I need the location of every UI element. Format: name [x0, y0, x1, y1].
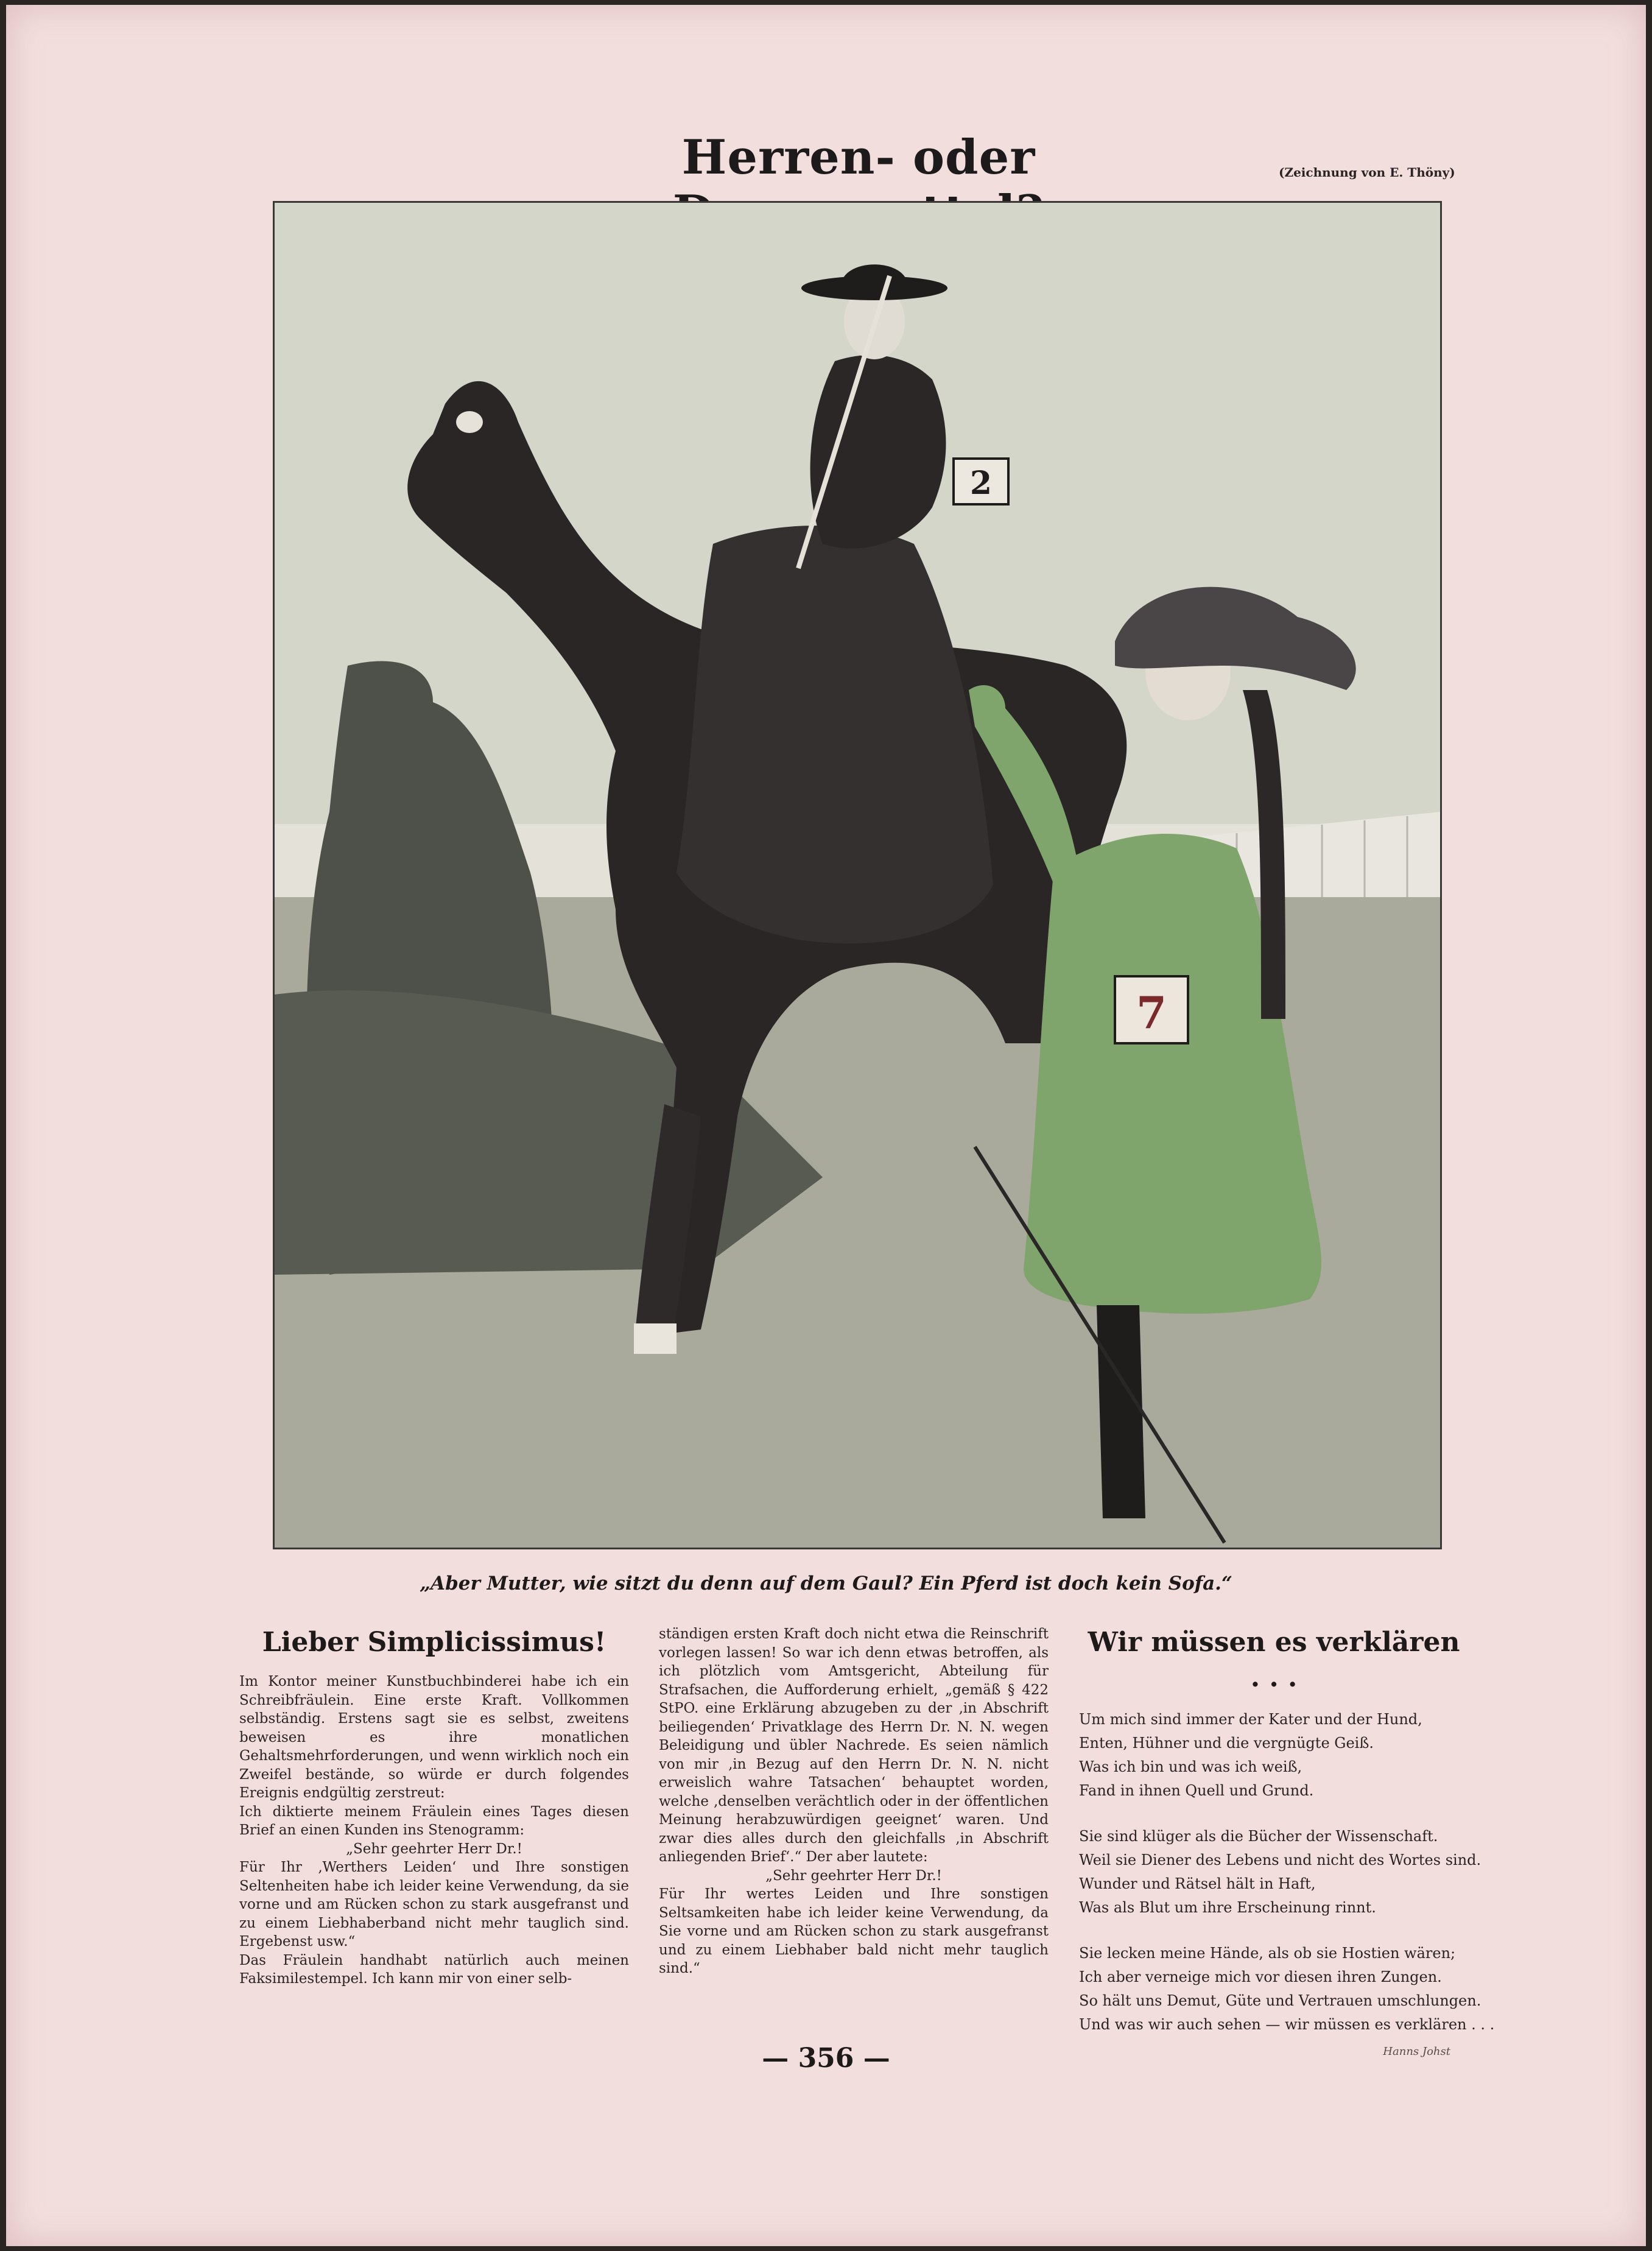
letter-salutation: „Sehr geehrter Herr Dr.! — [346, 1841, 522, 1857]
poem-column — [1079, 1625, 1495, 2062]
poem-line: Enten, Hühner und die vergnügte Geiß. — [1079, 1735, 1374, 1752]
horse-blaze — [456, 411, 483, 433]
article-paragraph: Im Kontor meiner Kunstbuchbinderei habe ich ein Schreibfräulein. Eine erste Kraft. Vollkommen selbständig. Erstens sagt sie es selbst, zweitens beweisen es ihre monatlichen Gehaltsmehrforderungen, und wenn wirklich noch ein Zweifel bestände, so würde er durch folgendes Ereignis endgültig zerstreut: — [239, 1674, 629, 1801]
poem-line: Wunder und Rätsel hält in Haft, — [1079, 1875, 1316, 1892]
page-number: — 356 — — [762, 2043, 890, 2074]
article-paragraph: Für Ihr wertes Leiden und Ihre sonstigen Seltsamkeiten habe ich leider keine Verwendung, da Sie vorne und am Rücken schon zu stark ausgefranst und zu einem Liebhaber bald nicht mehr tauglich sind.“ — [659, 1886, 1049, 1976]
girl-armband-number: 7 — [1136, 987, 1167, 1038]
rider-armband-number: 2 — [969, 465, 993, 502]
poem-line: Sie sind klüger als die Bücher der Wissenschaft. — [1079, 1828, 1438, 1845]
poem-heading: Wir müssen es verklären . . . — [1088, 1627, 1460, 1693]
illustration-credit: (Zeichnung von E. Thöny) — [1279, 165, 1455, 180]
illustration-caption: „Aber Mutter, wie sitzt du denn auf dem Gaul? Ein Pferd ist doch kein Sofa.“ — [420, 1573, 1232, 1594]
poem-line: Ich aber verneige mich vor diesen ihren Zungen. — [1079, 1968, 1442, 1985]
article-heading: Lieber Simplicissimus! — [262, 1627, 606, 1658]
poem-line: Sie lecken meine Hände, als ob sie Hostien wären; — [1079, 1945, 1456, 1962]
poem-line: Was ich bin und was ich weiß, — [1079, 1758, 1302, 1775]
article-paragraph: ständigen ersten Kraft doch nicht etwa die Reinschrift vorlegen lassen! So war ich denn etwas betroffen, als ich plötzlich vom Amtsgericht, Abteilung für Strafsachen, die Aufforderung erhielt, „gemäß § 422 StPO. eine Erklärung abzugeben zu der ‚in Abschrift beiliegenden‘ Privatklage des Herrn Dr. N. N. wegen Beleidigung und übler Nachrede. Es seien nämlich von mir ‚in Bezug auf den Herrn Dr. N. N. nicht erweislich wahre Tatsachen‘ behauptet worden, welche ‚denselben verächtlich oder in der öffentlichen Meinung herabzuwürdigen geeignet‘ waren. Und zwar dies alles durch den gleichfalls ‚in Abschrift anliegenden Brief‘.“ Der aber lautete: — [659, 1626, 1049, 1865]
page-title: Herren- oder — [681, 130, 1036, 185]
illustration — [273, 201, 1442, 1549]
article-paragraph: Ich diktierte meinem Fräulein eines Tages diesen Brief an einen Kunden ins Stenogramm: — [239, 1803, 629, 1838]
poem-author: Hanns Johst — [1383, 2045, 1450, 2058]
letter-salutation: „Sehr geehrter Herr Dr.! — [765, 1867, 942, 1884]
poem-line: Was als Blut um ihre Erscheinung rinnt. — [1079, 1899, 1376, 1916]
illustration-drawing — [275, 203, 1440, 1548]
magazine-page — [6, 5, 1646, 2246]
poem-line: So hält uns Demut, Güte und Vertrauen umschlungen. — [1079, 1992, 1482, 2009]
girl-boots — [1097, 1305, 1145, 1518]
poem-line: Weil sie Diener des Lebens und nicht des Wortes sind. — [1079, 1851, 1482, 1869]
article-column-1 — [239, 1625, 629, 1989]
article-paragraph: Das Fräulein handhabt natürlich auch meinen Faksimilestempel. Ich kann mir von einer selb- — [239, 1952, 629, 1987]
horse-bandage — [634, 1323, 677, 1354]
article-paragraph: Für Ihr ‚Werthers Leiden‘ und Ihre sonstigen Seltenheiten habe ich leider keine Verwendung, da sie vorne und am Rücken schon zu stark ausgefranst und zu einem Liebhaberband nicht mehr tauglich sind. Ergebenst usw.“ — [239, 1859, 629, 1950]
poem-line: Um mich sind immer der Kater und der Hund, — [1079, 1711, 1422, 1728]
poem-line: Und was wir auch sehen — wir müssen es verklären . . . — [1079, 2016, 1495, 2033]
poem-line: Fand in ihnen Quell und Grund. — [1079, 1782, 1314, 1799]
article-column-2 — [659, 1625, 1049, 1978]
page-header — [6, 118, 1646, 203]
